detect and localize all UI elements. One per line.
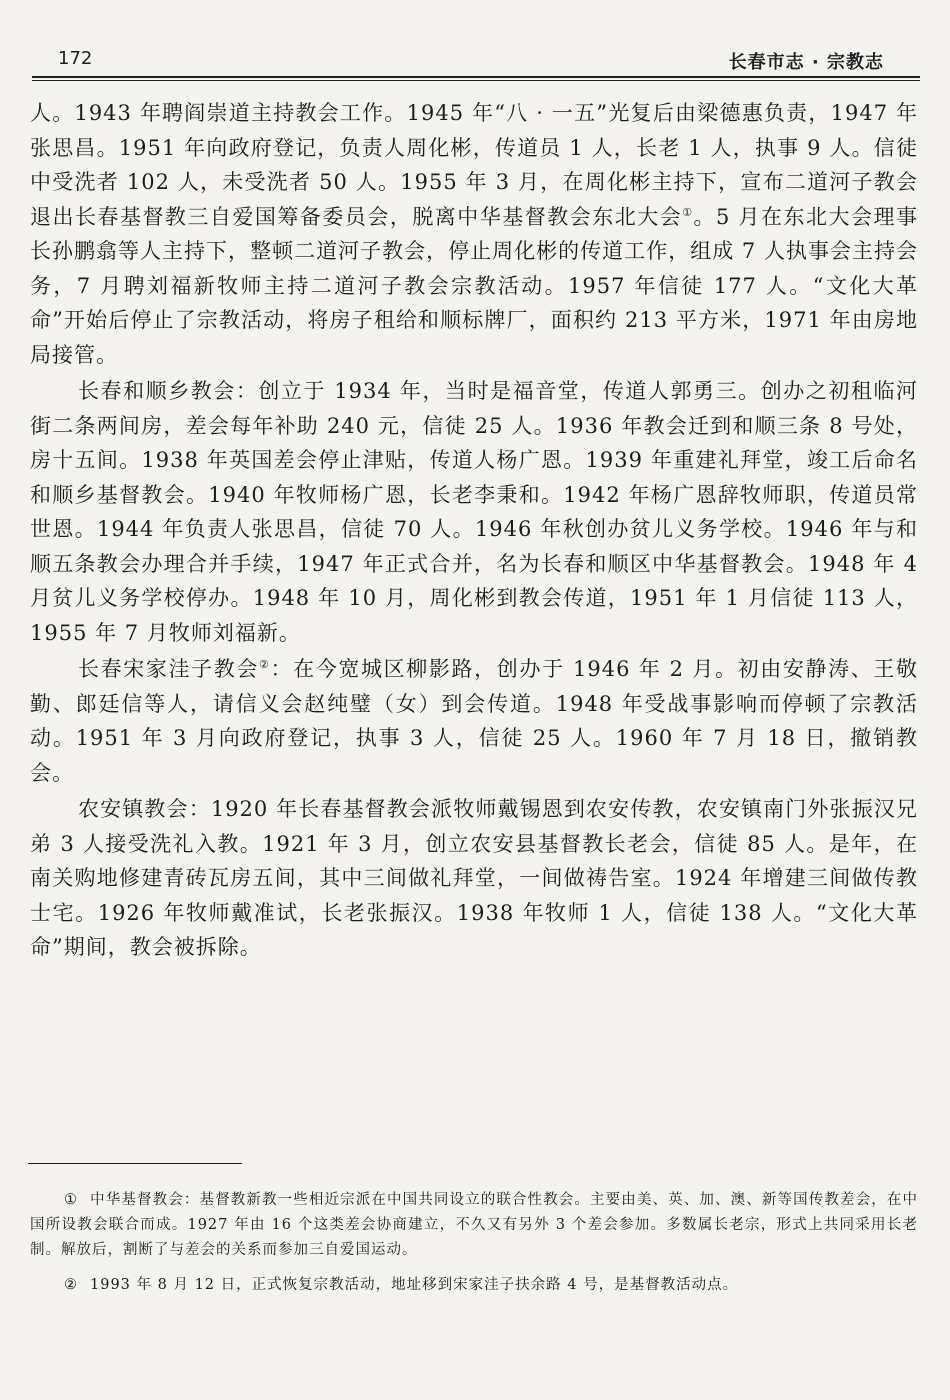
paragraph-nongan-church: 农安镇教会：1920 年长春基督教会派牧师戴锡恩到农安传教，农安镇南门外张振汉兄弟 3 人接受洗礼入教。1921 年 3 月，创立农安县基督教长老会，信徒 85 人。是年，在南关购地修建青砖瓦房五间，其中三间做礼拜堂，一间做祷告室。1924 年增建三间做传教士宅。1926 年牧师戴准试，长老张振汉。1938 年牧师 1 人，信徒 138 人。“文化大革命”期间，教会被拆除。 — [30, 797, 918, 959]
page-header — [32, 44, 920, 72]
paragraph-heshunxiang-church: 长春和顺乡教会：创立于 1934 年，当时是福音堂，传道人郭勇三。创办之初租临河街二条两间房，差会每年补助 240 元，信徒 25 人。1936 年教会迁到和顺三条 8 号处，房十五间。1938 年英国差会停止津贴，传道人杨广恩。1939 年重建礼拜堂，竣工后命名和顺乡基督教会。1940 年牧师杨广恩，长老李秉和。1942 年杨广恩辞牧师职，传道员常世恩。1944 年负责人张思昌，信徒 70 人。1946 年秋创办贫儿义务学校。1946 年与和顺五条教会办理合并手续，1947 年正式合并，名为长春和顺区中华基督教会。1948 年 4 月贫儿义务学校停办。1948 年 10 月，周化彬到教会传道，1951 年 1 月信徒 113 人，1955 年 7 月牧师刘福新。 — [30, 379, 918, 645]
paragraph-text: 长春宋家洼子教会 — [78, 657, 260, 681]
footnote-ref-1: ① — [682, 205, 694, 219]
paragraph-text: 人。1943 年聘阎崇道主持教会工作。1945 年“八 · 一五”光复后由梁德惠负责，1947 年张思昌。1951 年向政府登记，负责人周化彬，传道员 1 人，长老 1 人，执事 9 人。信徒中受洗者 102 人，未受洗者 50 人。1955 年 3 月，在周化彬主持下，宣布二道河子教会退出长春基督教三自爱国筹备委员会，脱离中华基督教会东北大会 — [30, 101, 918, 229]
footnote-ref-2: ② — [259, 658, 271, 671]
paragraph-text: ：在今宽城区柳影路，创办于 1946 年 2 月。初由安静涛、王敬勤、郎廷信等人，请信义会赵纯璧（女）到会传道。1948 年受战事影响而停顿了宗教活动。1951 年 3 月向政府登记，执事 3 人，信徒 25 人。1960 年 7 月 18 日，撤销教会。 — [30, 657, 918, 785]
footnote-separator — [28, 1163, 242, 1164]
footnotes — [30, 1188, 918, 1308]
header-rule-thick — [32, 76, 920, 78]
footnote-mark: ① — [64, 1192, 79, 1208]
footnote-2 — [30, 1273, 918, 1298]
footnote-text: 1993 年 8 月 12 日，正式恢复宗教活动，地址移到宋家洼子扶余路 4 号，是基督教活动点。 — [90, 1277, 739, 1293]
page-number: 172 — [58, 48, 93, 69]
footnote-1 — [30, 1188, 918, 1263]
paragraph-text: 。5 月在东北大会理事长孙鹏翕等人主持下，整顿二道河子教会，停止周化彬的传道工作，组成 7 人执事会主持会务，7 月聘刘福新牧师主持二道河子教会宗教活动。1957 年信徒 177 人。“文化大革命”开始后停止了宗教活动，将房子租给和顺标牌厂，面积约 213 平方米，1971 年由房地局接管。 — [30, 204, 918, 367]
paragraph-songjiawazi-church — [30, 652, 918, 790]
running-title: 长春市志 · 宗教志 — [728, 52, 884, 73]
footnote-text: 中华基督教会：基督教新教一些相近宗派在中国共同设立的联合性教会。主要由美、英、加、澳、新等国传教差会，在中国所设教会联合而成。1927 年由 16 个这类差会协商建立，不久又有另外 3 个差会参加。多数属长老宗，形式上共同采用长老制。解放后，割断了与差会的关系而参加三自爱国运动。 — [30, 1192, 918, 1258]
paragraph-erdaohezi-church — [30, 96, 918, 372]
header-rule-thin — [32, 80, 920, 81]
body-text — [30, 96, 918, 967]
footnote-mark: ② — [64, 1277, 78, 1293]
